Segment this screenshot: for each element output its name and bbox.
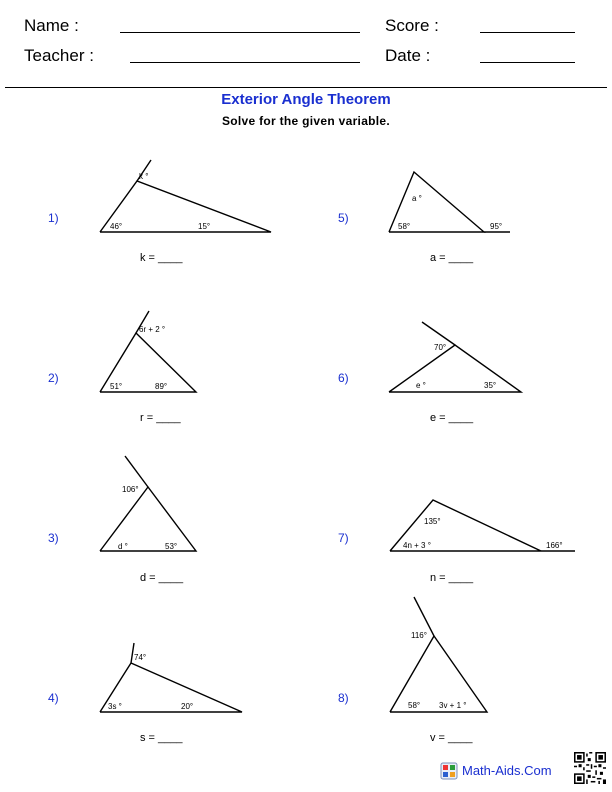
problem-8-exterior-angle: 116° (411, 631, 427, 640)
problem-number-5: 5) (338, 211, 349, 225)
teacher-label: Teacher : (24, 46, 94, 65)
answer-1[interactable]: k = ____ (140, 252, 183, 264)
problem-8-angle-right: 3v + 1 ° (439, 701, 467, 710)
problem-1-exterior-angle: k ° (139, 172, 149, 181)
answer-2[interactable]: r = ____ (140, 412, 181, 424)
name-label: Name : (24, 16, 79, 35)
answer-7[interactable]: n = ____ (430, 572, 474, 584)
problem-number-3: 3) (48, 531, 59, 545)
problem-number-6: 6) (338, 371, 349, 385)
brand-link[interactable]: Math-Aids.Com (462, 763, 552, 778)
problem-5-angle-left: 58° (398, 222, 411, 231)
triangle-3 (100, 487, 196, 551)
problem-3-exterior-angle: 106° (122, 485, 139, 494)
answer-5[interactable]: a = ____ (430, 252, 474, 264)
problem-number-7: 7) (338, 531, 349, 545)
problem-1-angle-right: 15° (198, 222, 211, 231)
problem-number-4: 4) (48, 691, 59, 705)
problem-8-angle-left: 58° (408, 701, 421, 710)
extension-3 (125, 456, 148, 487)
triangle-1 (100, 181, 271, 232)
problem-6-angle-left: e ° (416, 381, 426, 390)
problem-7-angle-top: 135° (424, 517, 441, 526)
problem-3-angle-left: d ° (118, 542, 128, 551)
date-label: Date : (385, 46, 431, 65)
problem-4-angle-left: 3s ° (108, 702, 122, 711)
worksheet-instructions: Solve for the given variable. (221, 114, 391, 128)
answer-4[interactable]: s = ____ (140, 732, 183, 744)
problem-2-angle-right: 89° (155, 382, 168, 391)
problem-number-8: 8) (338, 691, 349, 705)
triangle-6 (389, 345, 521, 392)
problem-6-exterior-angle: 70° (434, 343, 447, 352)
problem-6-angle-right: 35° (484, 381, 497, 390)
problem-2-angle-left: 51° (110, 382, 123, 391)
problem-7-angle-left: 4n + 3 ° (403, 541, 431, 550)
problem-7-exterior-angle: 166° (546, 541, 563, 550)
extension-6 (422, 322, 455, 345)
problem-number-2: 2) (48, 371, 59, 385)
problem-number-1: 1) (48, 211, 59, 225)
answer-6[interactable]: e = ____ (430, 412, 474, 424)
problem-4-angle-right: 20° (181, 702, 194, 711)
answer-8[interactable]: v = ____ (430, 732, 473, 744)
answer-3[interactable]: d = ____ (140, 572, 184, 584)
problem-1-angle-left: 46° (110, 222, 123, 231)
score-label: Score : (385, 16, 439, 35)
problem-4-exterior-angle: 74° (134, 653, 147, 662)
problem-3-angle-right: 53° (165, 542, 178, 551)
problem-2-exterior-angle: 6r + 2 ° (139, 325, 166, 334)
qr-code-icon (574, 752, 606, 784)
problem-5-angle-top: a ° (412, 194, 422, 203)
worksheet-title: Exterior Angle Theorem (221, 91, 391, 108)
problem-5-exterior-angle: 95° (490, 222, 503, 231)
calculator-icon (440, 762, 458, 780)
